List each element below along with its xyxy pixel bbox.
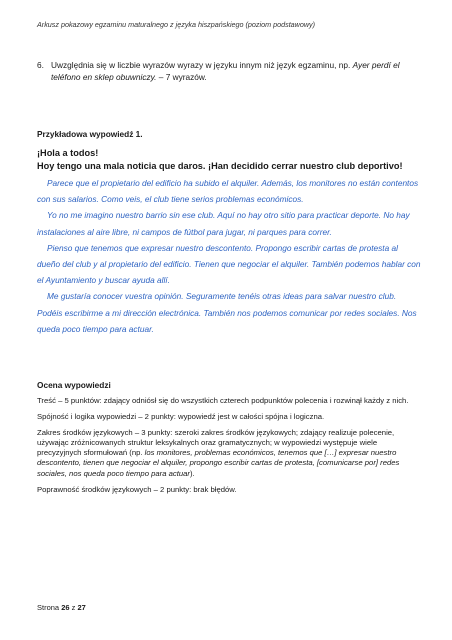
letter-greeting	[37, 147, 422, 172]
letter-paragraph-2: Yo no me imagino nuestro barrio sin ese club. Aquí no hay otro sitio para practicar deporte. No hay instalaciones al aire libre, ni campos de fútbol para jugar, ni parques para correr.	[37, 210, 410, 237]
evaluation-content: Treść – 5 punktów: zdający odniósł się do wszystkich czterech podpunktów polecenia i rozwinął każdy z nich.	[37, 396, 409, 405]
letter-paragraph-1: Parece que el propietario del edificio ha subido el alquiler. Además, los monitores no están contentos con sus salarios. Como veis, el club tiene serios problemas económicos.	[37, 178, 419, 205]
example-title: Przykładowa wypowiedź 1.	[37, 129, 143, 139]
evaluation-body	[37, 396, 422, 500]
letter-body	[37, 175, 422, 337]
instruction-text: Uwzględnia się w liczbie wyrazów wyrazy w języku innym niż język egzaminu, np.	[51, 60, 351, 70]
evaluation-range-examples: los monitores, problemas económicos, tenemos que […] expresar nuestro descontento, tienen que negociar el alquiler, propongo escribir cartas de protesta, [comunicarse por] redes sociales, nos queda poco tiempo para actuar	[37, 448, 400, 478]
evaluation-range: Zakres środków językowych – 3 punkty: szeroki zakres środków językowych; zdający realizuje polecenie, używając zróżnicowanych struktur leksykalnych oraz gramatycznych; w wypowiedzi występuje wiele precyzyjnych sformułowań (np. los monitores, problemas económicos, tenemos que […] expresar nuestro descontento, tienen que negociar el alquiler, propongo escribir cartas de protesta, [comunicarse por] redes sociales, nos queda poco tiempo para actuar).	[37, 427, 400, 478]
page-number: 26	[61, 603, 70, 612]
instruction-suffix: – 7 wyrazów.	[158, 72, 207, 82]
greeting-line-1: ¡Hola a todos!	[37, 148, 99, 158]
evaluation-coherence: Spójność i logika wypowiedzi – 2 punkty: wypowiedź jest w całości spójna i logiczna.	[37, 411, 325, 421]
instruction-item	[37, 59, 422, 83]
instruction-example: Ayer perdí el teléfono en sklep obuwniczy.	[51, 60, 400, 82]
page-footer: Strona 26 z 27	[37, 603, 86, 612]
greeting-line-2: Hoy tengo una mala noticia que daros. ¡Han decidido cerrar nuestro club deportivo!	[37, 160, 403, 171]
page-total: 27	[77, 603, 86, 612]
letter-paragraph-4: Me gustaría conocer vuestra opinión. Seguramente tenéis otras ideas para salvar nuestro club. Podéis escribirme a mi dirección electrónica. También nos podemos comunicar por redes sociales. Nos queda poco tiempo para actuar.	[37, 291, 417, 334]
evaluation-title: Ocena wypowiedzi	[37, 380, 111, 390]
page-header: Arkusz pokazowy egzaminu maturalnego z języka hiszpańskiego (poziom podstawowy)	[37, 20, 316, 29]
evaluation-accuracy: Poprawność środków językowych – 2 punkty: brak błędów.	[37, 484, 237, 494]
instruction-number: 6.	[37, 60, 44, 70]
letter-paragraph-3: Pienso que tenemos que expresar nuestro descontento. Propongo escribir cartas de protesta al dueño del club y al propietario del edificio. Tienen que negociar el alquiler. También podemos hablar con el Ayuntamiento y buscar ayuda allí.	[37, 242, 421, 286]
